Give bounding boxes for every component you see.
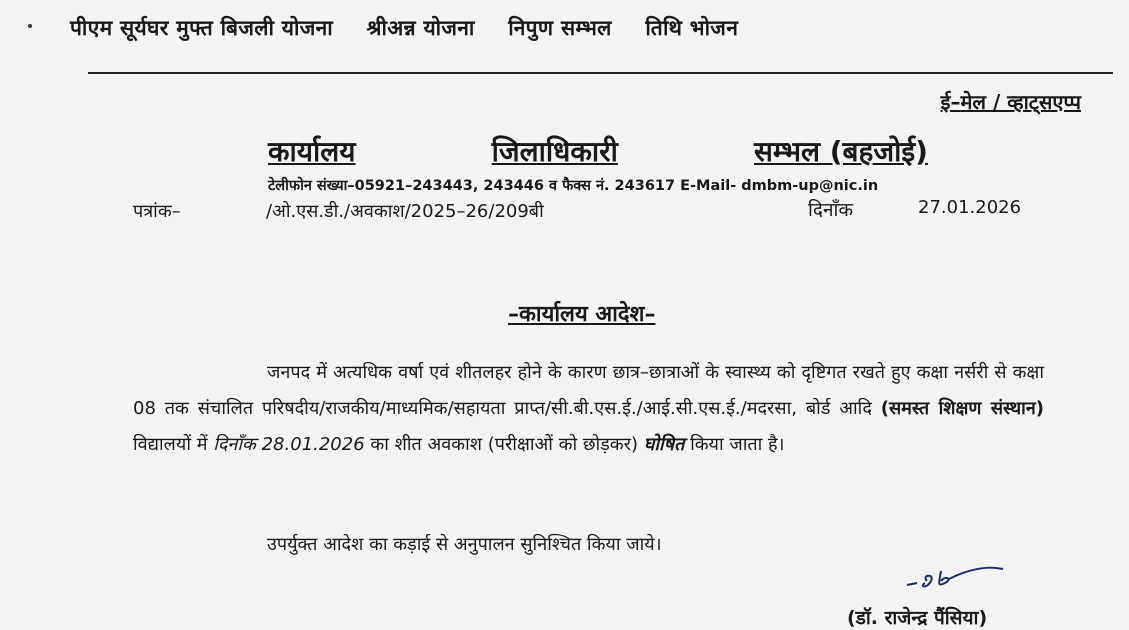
order-title: –कार्यालय आदेश–	[508, 302, 656, 327]
reference-number: /ओ.एस.डी./अवकाश/2025–26/209बी	[266, 201, 544, 222]
patrank-label: पत्रांक–	[133, 201, 181, 222]
header-rule	[88, 72, 1113, 74]
order-paragraph	[133, 355, 1044, 463]
contact-line: टेलीफोन संख्या–05921–243443, 243446 व फैक्स नं. 243617 E-Mail- dmbm-up@nic.in	[268, 178, 879, 194]
signer-name: (डॉ. राजेन्द्र पैंसिया)	[847, 607, 988, 629]
email-whatsapp-label: ई–मेल / व्हाट्सएप्प	[940, 90, 1081, 114]
para-part-1: जनपद में अत्यधिक वर्षा एवं शीतलहर होने के कारण छात्र–छात्राओं के स्वास्थ्य को दृष्टिगत रखते हुए कक्षा नर्सरी से कक्षा 08 तक संचालित परिषदीय/राजकीय/माध्यमिक/सहायता प्राप्त/सी.बी.एस.ई./आई.सी.एस.ई./मदरसा, बोर्ड आदि	[133, 362, 1044, 419]
letter-date: 27.01.2026	[918, 197, 1022, 218]
signature-mark	[905, 561, 1005, 599]
institutions-bold: (समस्त शिक्षण संस्थान)	[880, 398, 1045, 419]
declared-bold: घोषित	[643, 434, 685, 455]
para-part-4: किया जाता है।	[684, 434, 785, 455]
scheme-4: तिथि भोजन	[645, 16, 739, 40]
scan-dot	[28, 24, 32, 28]
date-label: दिनाँक	[808, 199, 854, 221]
scheme-1: पीएम सूर्यघर मुफ्त बिजली योजना	[70, 16, 333, 40]
closing-line: उपर्युक्त आदेश का कड़ाई से अनुपालन सुनिश्चित किया जाये।	[267, 534, 662, 555]
office-title	[268, 132, 928, 170]
para-part-3: का शीत अवकाश (परीक्षाओं को छोड़कर)	[364, 434, 644, 455]
office-word-sambhal: सम्भल (बहजोई)	[754, 135, 928, 168]
order-body	[133, 355, 1044, 463]
holiday-date: दिनाँक 28.01.2026	[213, 434, 365, 455]
scheme-3: निपुण सम्भल	[508, 16, 612, 40]
scheme-banner	[70, 14, 764, 42]
scheme-2: श्रीअन्न योजना	[366, 16, 475, 40]
office-word-karyalay: कार्यालय	[268, 135, 356, 168]
para-part-2: विद्यालयों में	[133, 434, 214, 455]
office-word-jiladhikari: जिलाधिकारी	[491, 135, 618, 168]
